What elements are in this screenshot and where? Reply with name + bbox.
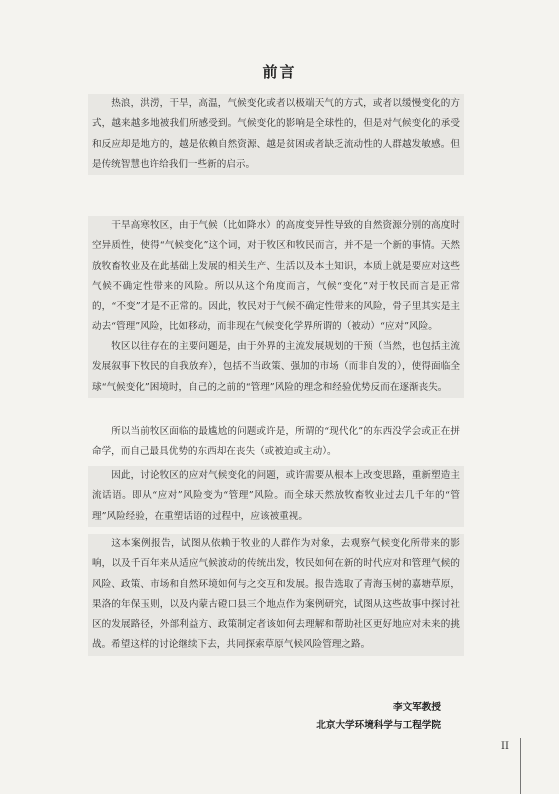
paragraph-block bbox=[88, 216, 464, 338]
signature-affiliation: 北京大学环境科学与工程学院 bbox=[316, 720, 441, 731]
paragraph-4: 所以当前牧区面临的最尴尬的问题或许是，所谓的“现代化”的东西没学会或正在拼命学，而自己最具优势的东西却在丧失（或被迫或主动）。 bbox=[92, 426, 460, 458]
paragraph-3: 牧区以往存在的主要问题是，由于外界的主流发展规划的干预（当然，也包括主流发展叙事下牧民的自我放弃），包括不当政策、强加的市场（而非自发的），使得面临全球“气候变化”困境时，自己的之前的“管理”风险的理念和经验优势反而在逐渐丧失。 bbox=[92, 341, 460, 393]
paragraph-2: 干旱高寒牧区，由于气候（比如降水）的高度变异性导致的自然资源分别的高度时空异质性，使得“气候变化”这个词，对于牧区和牧民而言，并不是一个新的事情。天然放牧畜牧业及在此基础上发展的相关生产、生活以及本土知识，本质上就是要应对这些气候不确定性带来的风险。所以从这个角度而言，气候“变化”对于牧民而言是正常的，“不变”才是不正常的。因此，牧民对于气候不确定性带来的风险，骨子里其实是主动去“管理”风险，比如移动，而非现在气候变化学界所谓的（被动）“应对”风险。 bbox=[92, 220, 460, 333]
paragraph-block bbox=[88, 534, 464, 656]
paragraph-block bbox=[88, 337, 464, 398]
page-number: II bbox=[501, 741, 509, 752]
paragraph-1: 热浪，洪涝，干旱，高温，气候变化或者以极端天气的方式，或者以缓慢变化的方式，越来越多地被我们所感受到。气候变化的影响是全球性的，但是对气候变化的承受和反应却是地方的，越是依赖自然资源、越是贫困或者缺乏流动性的人群越发敏感。但是传统智慧也许给我们一些新的启示。 bbox=[92, 98, 460, 170]
paragraph-5: 因此，讨论牧区的应对气候变化的问题，或许需要从根本上改变思路，重新塑造主流话语。即从“应对”风险变为“管理”风险。而全球天然放牧畜牧业过去几千年的“管理”风险经验，在重塑话语的过程中，应该被重视。 bbox=[92, 470, 460, 522]
paragraph-block bbox=[88, 466, 464, 527]
margin-rule bbox=[520, 738, 521, 794]
paragraph-block bbox=[88, 422, 464, 463]
paragraph-6: 这本案例报告，试图从依赖于牧业的人群作为对象，去观察气候变化所带来的影响，以及千百年来从适应气候波动的传统出发，牧民如何在新的时代应对和管理气候的风险、政策、市场和自然环境如何与之交互和发展。报告选取了青海玉树的嘉塘草原，果洛的年保玉则，以及内蒙古磴口县三个地点作为案例研究，试图从这些故事中探讨社区的发展路径，外部利益方、政策制定者该如何去理解和帮助社区更好地应对未来的挑战。希望这样的讨论继续下去，共同探索草原气候风险管理之路。 bbox=[92, 538, 460, 651]
page-title: 前言 bbox=[262, 63, 297, 81]
signature-author: 李文军教授 bbox=[393, 702, 441, 713]
paragraph-block bbox=[88, 94, 464, 175]
